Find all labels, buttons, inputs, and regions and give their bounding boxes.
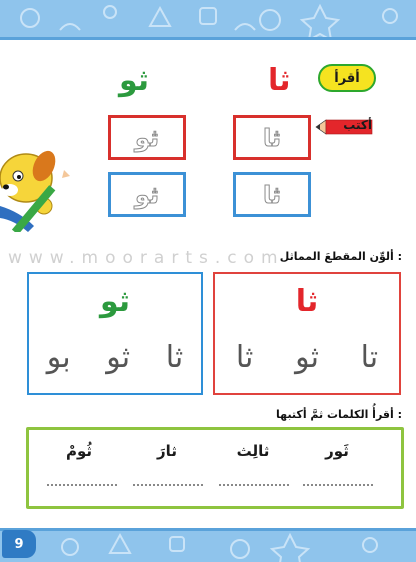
word-1: ثَور <box>325 442 349 460</box>
trace-box-tha-2[interactable] <box>233 172 311 217</box>
panel-tha-heading: ثا <box>295 284 319 319</box>
trace-text: ثا <box>262 180 282 209</box>
option-1[interactable]: تا <box>360 340 379 375</box>
panel-tha-options <box>215 340 399 375</box>
page-number: 9 <box>2 530 36 558</box>
trace-box-tha-1[interactable] <box>233 115 311 160</box>
option-2[interactable]: ثو <box>106 340 131 375</box>
read-label: أقرأ <box>334 70 360 86</box>
write-line-2[interactable] <box>219 484 289 486</box>
letter-thu-heading: ثو <box>119 63 150 98</box>
instruction-words: أقرأُ الكلمات ثمَّ أكتبها : <box>276 408 402 421</box>
option-3[interactable]: ثا <box>235 340 254 375</box>
option-1[interactable]: ثا <box>165 340 184 375</box>
trace-text: ثو <box>134 180 160 209</box>
words-panel <box>26 427 404 509</box>
dog-mascot-illustration <box>0 140 84 232</box>
word-3: ثارَ <box>157 442 177 460</box>
trace-box-thu-2[interactable] <box>108 172 186 217</box>
panel-thu-heading: ثو <box>99 284 131 319</box>
word-4: ثُومْ <box>65 442 93 460</box>
bottom-decorative-band <box>0 528 416 562</box>
instruction-color: ألوِّن المقطعَ المماثل : <box>279 250 402 263</box>
option-3[interactable]: بو <box>46 340 71 375</box>
word-2: ثالِث <box>236 442 270 460</box>
read-badge <box>318 64 376 92</box>
trace-text: ثو <box>134 123 160 152</box>
write-label: أكتب <box>343 118 372 132</box>
watermark: www.moorarts.com <box>8 248 285 268</box>
panel-thu <box>27 272 203 395</box>
trace-text: ثا <box>262 123 282 152</box>
trace-box-thu-1[interactable] <box>108 115 186 160</box>
write-line-4[interactable] <box>47 484 117 486</box>
write-badge <box>314 116 376 138</box>
panel-tha <box>213 272 401 395</box>
panel-thu-options <box>29 340 201 375</box>
top-decorative-band <box>0 0 416 40</box>
letter-tha-heading: ثا <box>268 63 291 98</box>
option-2[interactable]: ثو <box>295 340 319 375</box>
write-line-1[interactable] <box>303 484 373 486</box>
write-line-3[interactable] <box>133 484 203 486</box>
